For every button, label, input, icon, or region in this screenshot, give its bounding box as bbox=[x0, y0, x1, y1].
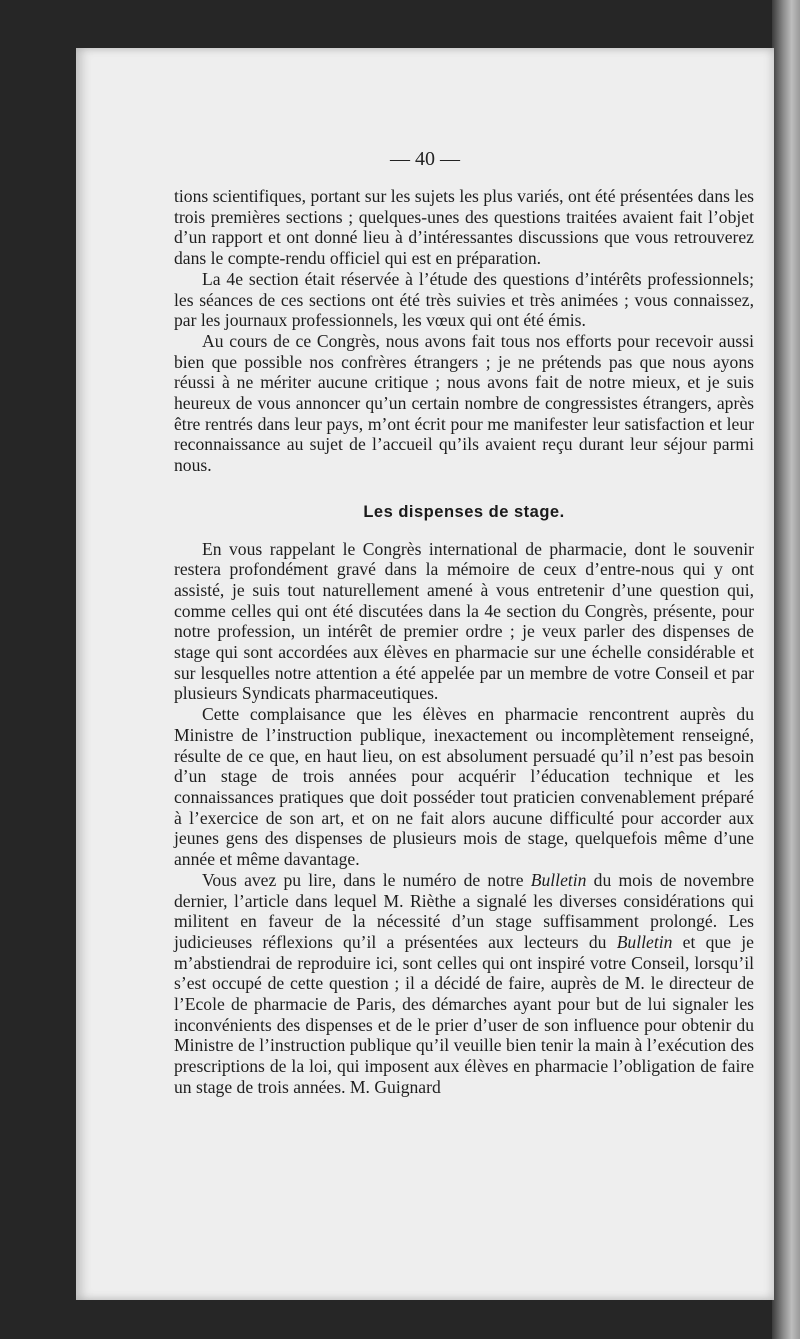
paragraph: En vous rappelant le Congrès international de pharmacie, dont le souvenir restera profondément gravé dans la mémoire de ceux d’entre-nous qui y ont assisté, je suis tout naturellement amené à vous entretenir d’une question qui, comme celles qui ont été discutées dans la 4e section du Congrès, présente, pour notre profession, un intérêt de premier ordre ; je veux parler des dispenses de stage qui sont accordées aux élèves en pharmacie sur une échelle considérable et sur lesquelles notre attention a été appelée par un membre de votre Conseil et par plusieurs Syndicats pharmaceutiques. bbox=[174, 538, 754, 704]
text-run: et que je m’abstiendrai de reproduire ici, sont celles qui ont inspiré votre Conseil, lorsqu’il s’est occupé de cette question ; il a décidé de faire, auprès de M. le directeur de l’Ecole de pharmacie de Paris, des démarches ayant pour but de lui signaler les inconvénients des dispenses et de le prier d’user de son influence pour obtenir du Ministre de l’instruction publique qu’il veuille bien tenir la main à l’exécution des prescriptions de la loi, qui imposent aux élèves en pharmacie l’obligation de faire un stage de trois années. M. Guignard bbox=[174, 931, 754, 1097]
italic-title: Bulletin bbox=[616, 931, 673, 952]
page-number: — 40 — bbox=[390, 148, 460, 170]
paragraph bbox=[174, 870, 754, 1098]
text-run: Vous avez pu lire, dans le numéro de notre bbox=[202, 869, 531, 890]
paragraph: La 4e section était réservée à l’étude des questions d’intérêts professionnels; les séances de ces sections ont été très suivies et très animées ; vous connaissez, par les journaux professionnels, les vœux qui ont été émis. bbox=[174, 268, 754, 331]
paragraph: Au cours de ce Congrès, nous avons fait tous nos efforts pour recevoir aussi bien que possible nos confrères étrangers ; je ne prétends pas que nous ayons réussi à ne mériter aucune critique ; nous avons fait de notre mieux, et je suis heureux de vous annoncer qu’un certain nombre de congressistes étrangers, après être rentrés dans leur pays, m’ont écrit pour me manifester leur satisfaction et leur reconnaissance au sujet de l’accueil qu’ils avaient reçu durant leur séjour parmi nous. bbox=[174, 330, 754, 476]
book-edge bbox=[772, 0, 800, 1339]
italic-title: Bulletin bbox=[530, 869, 587, 890]
paragraph: Cette complaisance que les élèves en pharmacie rencontrent auprès du Ministre de l’instruction publique, inexactement ou incomplètement renseigné, résulte de ce que, en haut lieu, on est absolument persuadé qu’il n’est pas besoin d’un stage de trois années pour acquérir l’éducation technique et les connaissances pratiques que doit posséder tout praticien convenablement préparé à l’exercice de son art, et on ne fait alors aucune difficulté pour accorder aux jeunes gens des dispenses de plusieurs mois de stage, quelquefois même d’une année et même davantage. bbox=[174, 704, 754, 870]
paragraph: tions scientifiques, portant sur les sujets les plus variés, ont été présentées dans les trois premières sections ; quelques-unes des questions traitées avaient fait l’objet d’un rapport et ont donné lieu à d’intéressantes discussions que vous retrouverez dans le compte-rendu officiel qui est en préparation. bbox=[174, 186, 754, 269]
section-heading: Les dispenses de stage. bbox=[363, 502, 565, 521]
document-page bbox=[76, 48, 774, 1300]
text-run: du mois de novembre dernier, l’article dans lequel M. Rièthe a signalé les diverses considérations qui militent en faveur de la nécessité d’un stage suffisamment prolongé. Les judicieuses réflexions qu’il a présentées aux lecteurs du bbox=[174, 869, 754, 952]
body-text bbox=[174, 186, 754, 1098]
